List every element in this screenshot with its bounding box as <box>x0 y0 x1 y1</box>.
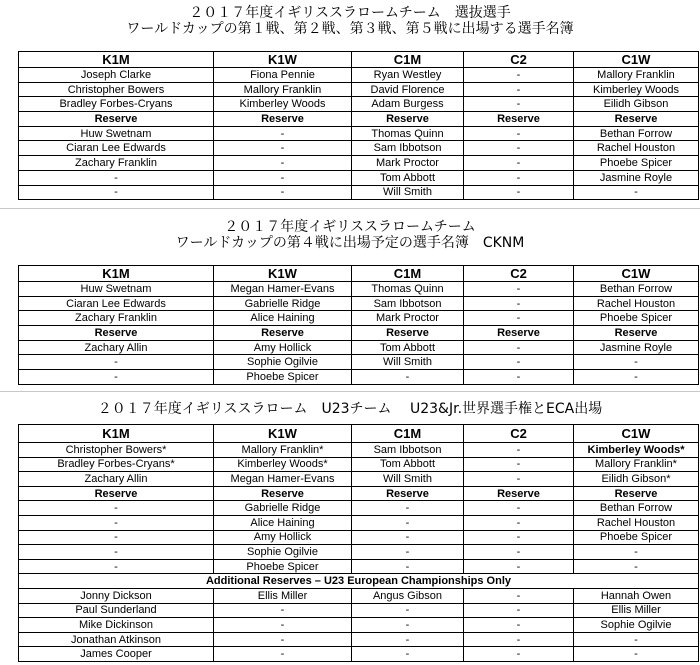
athlete-cell: Thomas Quinn <box>352 282 464 297</box>
table-row <box>19 370 699 385</box>
table-header-row <box>19 425 699 443</box>
athlete-cell: - <box>464 603 574 618</box>
table-row <box>19 457 699 472</box>
athlete-cell: - <box>352 515 464 530</box>
athlete-cell: Tom Abbott <box>352 170 464 185</box>
section1-title-line2: ワールドカップの第１戦、第２戦、第３戦、第５戦に出場する選手名簿 <box>126 21 574 37</box>
athlete-cell: Sophie Ogilvie <box>214 355 352 370</box>
athlete-cell: Kimberley Woods <box>574 82 699 97</box>
athlete-cell: - <box>464 559 574 574</box>
athlete-cell: Zachary Allin <box>19 472 214 487</box>
athlete-cell: - <box>574 545 699 560</box>
athlete-cell: - <box>352 501 464 516</box>
column-header: K1M <box>19 266 214 282</box>
table-row <box>19 603 699 618</box>
athlete-cell: Zachary Allin <box>19 340 214 355</box>
athlete-cell: - <box>464 156 574 171</box>
athlete-cell: - <box>214 185 352 200</box>
table-row <box>19 126 699 141</box>
column-header: C2 <box>464 52 574 68</box>
athlete-cell: - <box>574 185 699 200</box>
athlete-cell: - <box>19 545 214 560</box>
section2-table <box>18 265 699 385</box>
table-header-row <box>19 52 699 68</box>
table-row <box>19 311 699 326</box>
athlete-cell: Megan Hamer-Evans <box>214 282 352 297</box>
reserve-label: Reserve <box>352 326 464 341</box>
athlete-cell: - <box>574 370 699 385</box>
athlete-cell: Ciaran Lee Edwards <box>19 296 214 311</box>
athlete-cell: - <box>464 170 574 185</box>
reserve-label: Reserve <box>352 112 464 127</box>
table-row <box>19 588 699 603</box>
athlete-cell: Tom Abbott <box>352 340 464 355</box>
table-row <box>19 647 699 662</box>
athlete-cell: Ellis Miller <box>214 588 352 603</box>
section-divider <box>0 208 700 209</box>
athlete-cell: Alice Haining <box>214 515 352 530</box>
section3-title <box>0 401 700 417</box>
reserve-label: Reserve <box>574 112 699 127</box>
athlete-cell: - <box>464 296 574 311</box>
athlete-cell: Phoebe Spicer <box>574 311 699 326</box>
table-row <box>19 170 699 185</box>
table-row <box>19 296 699 311</box>
athlete-cell: - <box>464 370 574 385</box>
athlete-cell: - <box>574 632 699 647</box>
column-header: K1W <box>214 266 352 282</box>
table-row <box>19 472 699 487</box>
athlete-cell: - <box>19 185 214 200</box>
athlete-cell: - <box>214 126 352 141</box>
reserve-label: Reserve <box>19 326 214 341</box>
athlete-cell: Will Smith <box>352 472 464 487</box>
table-row <box>19 545 699 560</box>
athlete-cell: Jonny Dickson <box>19 588 214 603</box>
athlete-cell: Ciaran Lee Edwards <box>19 141 214 156</box>
athlete-cell: - <box>19 559 214 574</box>
athlete-cell: - <box>574 559 699 574</box>
athlete-cell: - <box>352 545 464 560</box>
athlete-cell: Joseph Clarke <box>19 68 214 83</box>
athlete-cell: - <box>464 141 574 156</box>
reserve-label: Reserve <box>214 326 352 341</box>
table-row <box>19 185 699 200</box>
athlete-cell: - <box>352 559 464 574</box>
athlete-cell: Sophie Ogilvie <box>214 545 352 560</box>
athlete-cell: - <box>214 618 352 633</box>
table-row <box>19 156 699 171</box>
column-header: C1W <box>574 266 699 282</box>
athlete-cell: Jasmine Royle <box>574 340 699 355</box>
additional-reserves-row <box>19 574 699 589</box>
section2-title <box>0 219 700 251</box>
athlete-cell: - <box>19 501 214 516</box>
athlete-cell: Will Smith <box>352 185 464 200</box>
athlete-cell: - <box>464 457 574 472</box>
athlete-cell: Jonathan Atkinson <box>19 632 214 647</box>
athlete-cell: Hannah Owen <box>574 588 699 603</box>
athlete-cell: Bradley Forbes-Cryans <box>19 97 214 112</box>
table-row <box>19 618 699 633</box>
athlete-cell: Angus Gibson <box>352 588 464 603</box>
athlete-cell: - <box>464 126 574 141</box>
athlete-cell: - <box>464 588 574 603</box>
column-header: C1W <box>574 425 699 443</box>
section1-title <box>0 5 700 37</box>
athlete-cell: Mallory Franklin <box>574 68 699 83</box>
athlete-cell: Rachel Houston <box>574 141 699 156</box>
athlete-cell: - <box>464 530 574 545</box>
athlete-cell: Amy Hollick <box>214 530 352 545</box>
section2-title-line2: ワールドカップの第４戦に出場予定の選手名簿 CKNM <box>175 235 525 251</box>
athlete-cell: Adam Burgess <box>352 97 464 112</box>
column-header: K1W <box>214 52 352 68</box>
athlete-cell: - <box>352 632 464 647</box>
athlete-cell: - <box>19 515 214 530</box>
athlete-cell: Huw Swetnam <box>19 282 214 297</box>
reserve-header-row <box>19 486 699 501</box>
athlete-cell: - <box>352 603 464 618</box>
column-header: C2 <box>464 266 574 282</box>
table-row <box>19 530 699 545</box>
athlete-cell: Tom Abbott <box>352 457 464 472</box>
athlete-cell: Huw Swetnam <box>19 126 214 141</box>
athlete-cell: Sam Ibbotson <box>352 443 464 458</box>
athlete-cell: - <box>464 82 574 97</box>
athlete-cell: Mallory Franklin <box>214 82 352 97</box>
athlete-cell: Bradley Forbes-Cryans* <box>19 457 214 472</box>
reserve-header-row <box>19 326 699 341</box>
athlete-cell: Zachary Franklin <box>19 311 214 326</box>
table-row <box>19 82 699 97</box>
section1-table <box>18 51 699 200</box>
athlete-cell: - <box>214 632 352 647</box>
reserve-label: Reserve <box>464 326 574 341</box>
athlete-cell: - <box>464 443 574 458</box>
section1-title-line1: ２０１７年度イギリススラロームチーム 選抜選手 <box>189 5 511 21</box>
athlete-cell: - <box>574 355 699 370</box>
athlete-cell: Sam Ibbotson <box>352 141 464 156</box>
column-header: C1W <box>574 52 699 68</box>
table-row <box>19 443 699 458</box>
athlete-cell: Mallory Franklin* <box>574 457 699 472</box>
athlete-cell: Sam Ibbotson <box>352 296 464 311</box>
athlete-cell: - <box>19 370 214 385</box>
table-row <box>19 141 699 156</box>
athlete-cell: - <box>464 515 574 530</box>
section2-title-line1: ２０１７年度イギリススラロームチーム <box>224 219 476 235</box>
athlete-cell: Paul Sunderland <box>19 603 214 618</box>
athlete-cell: - <box>352 618 464 633</box>
athlete-cell: Kimberley Woods* <box>214 457 352 472</box>
column-header: C1M <box>352 266 464 282</box>
athlete-cell: - <box>352 647 464 662</box>
reserve-label: Reserve <box>19 486 214 501</box>
athlete-cell: - <box>352 370 464 385</box>
table-row <box>19 501 699 516</box>
column-header: K1M <box>19 52 214 68</box>
reserve-label: Reserve <box>464 112 574 127</box>
athlete-cell: - <box>214 647 352 662</box>
table-row <box>19 559 699 574</box>
athlete-cell: Zachary Franklin <box>19 156 214 171</box>
athlete-cell: - <box>214 156 352 171</box>
athlete-cell: Gabrielle Ridge <box>214 501 352 516</box>
section-divider <box>0 391 700 392</box>
athlete-cell: - <box>19 355 214 370</box>
athlete-cell: Megan Hamer-Evans <box>214 472 352 487</box>
column-header: K1M <box>19 425 214 443</box>
table-row <box>19 68 699 83</box>
athlete-cell: Amy Hollick <box>214 340 352 355</box>
reserve-label: Reserve <box>214 486 352 501</box>
reserve-label: Reserve <box>352 486 464 501</box>
athlete-cell: Phoebe Spicer <box>574 156 699 171</box>
table-row <box>19 282 699 297</box>
athlete-cell: - <box>464 501 574 516</box>
athlete-cell: Mark Proctor <box>352 156 464 171</box>
column-header: C1M <box>352 52 464 68</box>
athlete-cell: Phoebe Spicer <box>214 559 352 574</box>
reserve-label: Reserve <box>464 486 574 501</box>
section3-table <box>18 424 699 662</box>
athlete-cell: - <box>464 472 574 487</box>
athlete-cell: - <box>574 647 699 662</box>
athlete-cell: - <box>214 603 352 618</box>
athlete-cell: Rachel Houston <box>574 515 699 530</box>
section3-title-text: ２０１７年度イギリススラローム U23チーム U23&Jr.世界選手権とECA出場 <box>97 401 603 417</box>
athlete-cell: Bethan Forrow <box>574 282 699 297</box>
table-row <box>19 632 699 647</box>
athlete-cell: - <box>19 170 214 185</box>
reserve-label: Reserve <box>214 112 352 127</box>
athlete-cell: James Cooper <box>19 647 214 662</box>
athlete-cell: Jasmine Royle <box>574 170 699 185</box>
athlete-cell: Mike Dickinson <box>19 618 214 633</box>
athlete-cell: Kimberley Woods* <box>574 443 699 458</box>
column-header: C1M <box>352 425 464 443</box>
reserve-label: Reserve <box>574 326 699 341</box>
athlete-cell: Kimberley Woods <box>214 97 352 112</box>
athlete-cell: Eilidh Gibson <box>574 97 699 112</box>
athlete-cell: Phoebe Spicer <box>574 530 699 545</box>
athlete-cell: Christopher Bowers* <box>19 443 214 458</box>
athlete-cell: - <box>214 170 352 185</box>
athlete-cell: Eilidh Gibson* <box>574 472 699 487</box>
athlete-cell: Phoebe Spicer <box>214 370 352 385</box>
athlete-cell: - <box>464 68 574 83</box>
athlete-cell: - <box>464 632 574 647</box>
table-row <box>19 515 699 530</box>
athlete-cell: - <box>464 618 574 633</box>
athlete-cell: - <box>464 282 574 297</box>
athlete-cell: Fiona Pennie <box>214 68 352 83</box>
athlete-cell: Sophie Ogilvie <box>574 618 699 633</box>
athlete-cell: Gabrielle Ridge <box>214 296 352 311</box>
athlete-cell: Mallory Franklin* <box>214 443 352 458</box>
athlete-cell: - <box>464 185 574 200</box>
athlete-cell: Thomas Quinn <box>352 126 464 141</box>
table-row <box>19 355 699 370</box>
reserve-label: Reserve <box>574 486 699 501</box>
table-header-row <box>19 266 699 282</box>
athlete-cell: - <box>19 530 214 545</box>
athlete-cell: - <box>464 311 574 326</box>
athlete-cell: - <box>464 355 574 370</box>
athlete-cell: - <box>464 545 574 560</box>
athlete-cell: - <box>464 97 574 112</box>
athlete-cell: Alice Haining <box>214 311 352 326</box>
athlete-cell: Bethan Forrow <box>574 501 699 516</box>
reserve-label: Reserve <box>19 112 214 127</box>
athlete-cell: - <box>352 530 464 545</box>
athlete-cell: Will Smith <box>352 355 464 370</box>
table-row <box>19 97 699 112</box>
column-header: C2 <box>464 425 574 443</box>
athlete-cell: - <box>214 141 352 156</box>
reserve-header-row <box>19 112 699 127</box>
table-row <box>19 340 699 355</box>
athlete-cell: David Florence <box>352 82 464 97</box>
athlete-cell: Bethan Forrow <box>574 126 699 141</box>
athlete-cell: Ellis Miller <box>574 603 699 618</box>
athlete-cell: Christopher Bowers <box>19 82 214 97</box>
athlete-cell: Mark Proctor <box>352 311 464 326</box>
athlete-cell: Rachel Houston <box>574 296 699 311</box>
athlete-cell: - <box>464 340 574 355</box>
athlete-cell: - <box>464 647 574 662</box>
athlete-cell: Ryan Westley <box>352 68 464 83</box>
column-header: K1W <box>214 425 352 443</box>
additional-reserves-label: Additional Reserves – U23 European Championships Only <box>19 574 699 589</box>
